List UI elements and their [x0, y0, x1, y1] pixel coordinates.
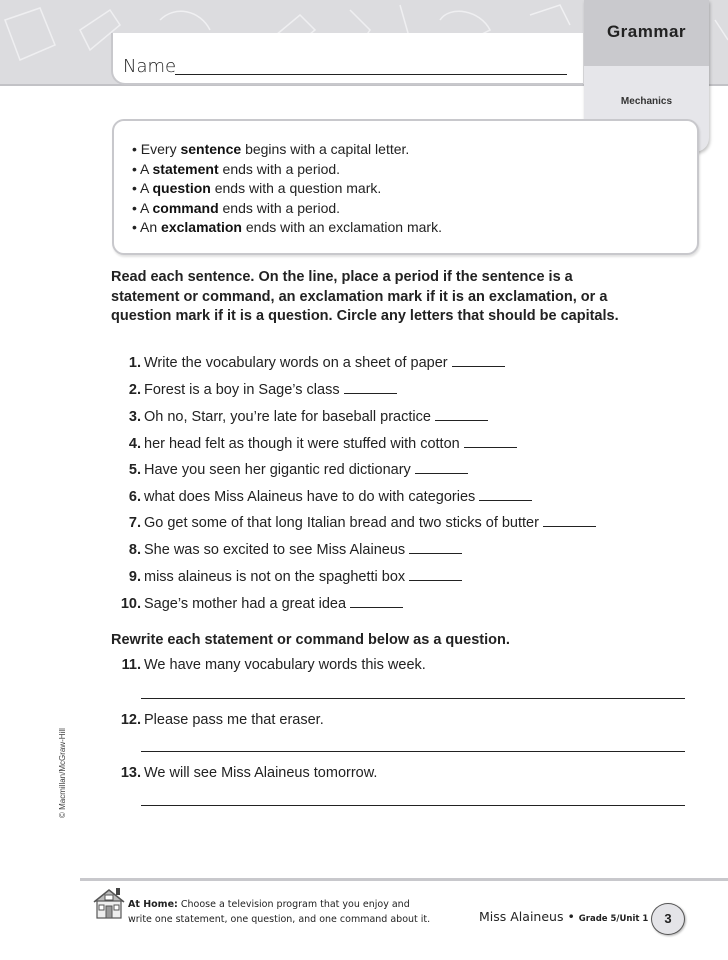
exercise-item: 3. Oh no, Starr, you’re late for baseball practice: [111, 409, 488, 425]
rule-item: • A command ends with a period.: [132, 199, 341, 216]
rule-item: • A question ends with a question mark.: [132, 180, 382, 196]
instructions: Read each sentence. On the line, place a period if the sentence is a statement or command, an exclamation mark if it is an exclamation, or a question mark if it is a question. Circle any letters that should be capitals.: [111, 269, 619, 324]
exercise-item: 9. miss alaineus is not on the spaghetti box: [111, 569, 462, 585]
rewrite-answer-line[interactable]: [141, 805, 685, 806]
exercise-item: 1. Write the vocabulary words on a sheet of paper: [111, 355, 505, 371]
exercise-item: 10. Sage’s mother had a great idea: [111, 596, 403, 612]
exercise-item: 2. Forest is a boy in Sage’s class: [111, 382, 397, 398]
tab-subtitle: Mechanics: [620, 96, 673, 107]
rules-list: [132, 140, 442, 238]
exercise-item: 4. her head felt as though it were stuffed with cotton: [111, 436, 517, 452]
rewrite-answer-line[interactable]: [141, 698, 685, 699]
answer-blank[interactable]: [543, 525, 596, 527]
rewrite-instructions: Rewrite each statement or command below as a question.: [111, 632, 510, 648]
footer-divider: [80, 878, 728, 881]
exercise-item: 6. what does Miss Alaineus have to do with categories: [111, 489, 532, 505]
book-title: Miss Alaineus: [479, 909, 564, 924]
exercise-item: 7. Go get some of that long Italian bread and two sticks of butter: [111, 515, 596, 531]
answer-blank[interactable]: [464, 446, 517, 448]
name-input-line[interactable]: [175, 74, 567, 75]
rule-item: • Every sentence begins with a capital letter.: [132, 141, 410, 157]
answer-blank[interactable]: [452, 365, 505, 367]
name-box: [111, 33, 583, 85]
page-number: 3: [651, 903, 685, 935]
grade-unit: Grade 5/Unit 1: [578, 914, 649, 924]
answer-blank[interactable]: [409, 552, 462, 554]
rules-box: [112, 119, 699, 255]
rewrite-answer-line[interactable]: [141, 751, 685, 752]
rule-item: • An exclamation ends with an exclamation mark.: [132, 219, 442, 235]
answer-blank[interactable]: [415, 472, 468, 474]
answer-blank[interactable]: [350, 606, 403, 608]
exercise-item: 8. She was so excited to see Miss Alaineus: [111, 542, 462, 558]
rewrite-item: 11. We have many vocabulary words this week.: [121, 657, 426, 673]
at-home-note: At Home: Choose a television program that you enjoy and write one statement, one question, and one command about it.: [128, 899, 431, 925]
rule-item: • A statement ends with a period.: [132, 160, 341, 177]
answer-blank[interactable]: [435, 419, 488, 421]
name-label: Name: [123, 56, 177, 77]
rewrite-item: 12. Please pass me that eraser.: [120, 712, 324, 728]
at-home-label: At Home:: [128, 899, 178, 910]
exercise-item: 5. Have you seen her gigantic red dictionary: [111, 462, 468, 478]
rewrite-item: 13. We will see Miss Alaineus tomorrow.: [120, 765, 378, 781]
answer-blank[interactable]: [409, 579, 462, 581]
house-icon: [92, 886, 126, 920]
answer-blank[interactable]: [344, 392, 397, 394]
tab-title: Grammar: [606, 22, 687, 41]
footer-book-info: Miss Alaineus • Grade 5/Unit 1: [479, 909, 649, 924]
answer-blank[interactable]: [479, 499, 532, 501]
copyright: © Macmillan/McGraw-Hill: [58, 728, 67, 818]
